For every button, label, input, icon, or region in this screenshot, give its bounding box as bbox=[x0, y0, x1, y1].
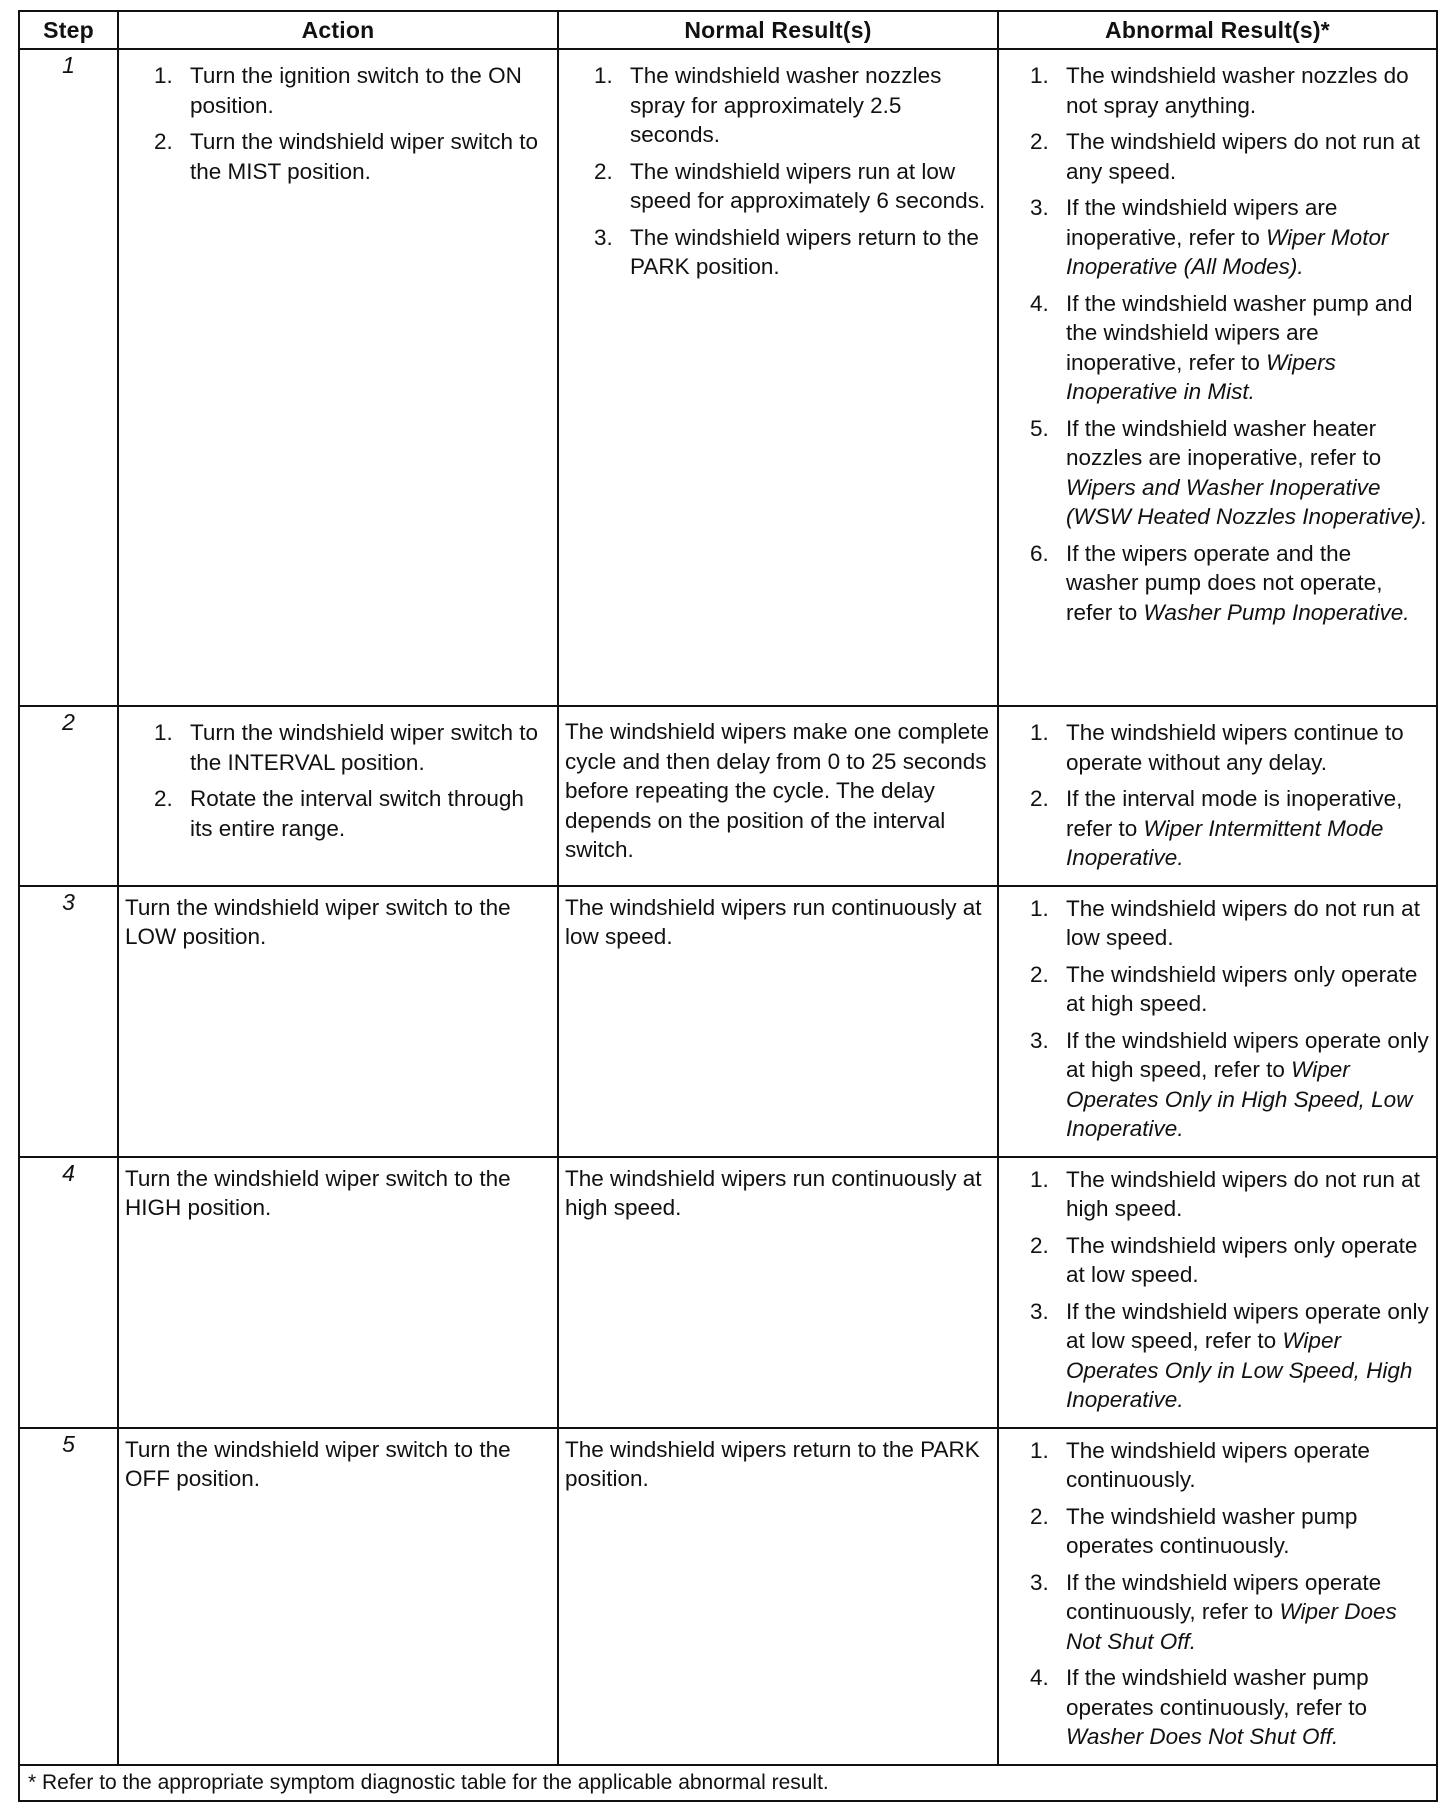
list-item: 4. If the windshield washer pump and the windshield wipers are inoperative, refer to Wipers Inoperative in Mist. bbox=[1030, 290, 1413, 404]
abnormal-result-cell bbox=[998, 49, 1437, 706]
abnormal-result-cell bbox=[998, 706, 1437, 886]
reference-link: Wipers and Washer Inoperative (WSW Heated Nozzles Inoperative). bbox=[1066, 474, 1428, 529]
reference-link: Wipers Inoperative in Mist. bbox=[1066, 349, 1336, 404]
diagnostic-table bbox=[18, 10, 1438, 1802]
header-step: Step bbox=[19, 11, 118, 49]
list-item: 1. Turn the ignition switch to the ON position. bbox=[154, 63, 522, 118]
normal-result-cell: The windshield wipers return to the PARK position. bbox=[558, 1428, 998, 1765]
list-item: 2. The windshield wipers only operate at high speed. bbox=[1030, 961, 1418, 1016]
header-row bbox=[19, 11, 1437, 49]
list-item: 5. If the windshield washer heater nozzles are inoperative, refer to Wipers and Washer Inoperative (WSW Heated Nozzles Inoperative). bbox=[1030, 415, 1428, 529]
step-number: 1 bbox=[19, 49, 118, 706]
abnormal-result-cell bbox=[998, 886, 1437, 1157]
list-item: 1. The windshield wipers operate continuously. bbox=[1030, 1437, 1370, 1492]
step-number: 2 bbox=[19, 706, 118, 886]
normal-result-cell bbox=[558, 49, 998, 706]
reference-link: Wiper Motor Inoperative (All Modes). bbox=[1066, 224, 1389, 279]
header-abnormal-results: Abnormal Result(s)* bbox=[998, 11, 1437, 49]
list-item: 3. If the windshield wipers operate only at low speed, refer to Wiper Operates Only in Low Speed, High Inoperative. bbox=[1030, 1298, 1429, 1412]
list-item: 3. If the windshield wipers operate continuously, refer to Wiper Does Not Shut Off. bbox=[1030, 1569, 1397, 1654]
list-item: 1. The windshield wipers do not run at low speed. bbox=[1030, 895, 1420, 950]
normal-result-cell: The windshield wipers run continuously at low speed. bbox=[558, 886, 998, 1157]
reference-link: Wiper Operates Only in Low Speed, High Inoperative. bbox=[1066, 1328, 1413, 1412]
list-item: 2. The windshield wipers do not run at any speed. bbox=[1030, 129, 1420, 184]
table-row bbox=[19, 49, 1437, 706]
table-row bbox=[19, 706, 1437, 886]
list-item: 1. The windshield wipers do not run at high speed. bbox=[1030, 1166, 1420, 1221]
list-item: 6. If the wipers operate and the washer pump does not operate, refer to Washer Pump Inoperative. bbox=[1030, 540, 1410, 625]
list-item: 2. Turn the windshield wiper switch to the MIST position. bbox=[154, 129, 539, 184]
table-row bbox=[19, 886, 1437, 1157]
list-item: 2. Rotate the interval switch through its entire range. bbox=[154, 786, 524, 841]
reference-link: Wiper Does Not Shut Off. bbox=[1066, 1599, 1397, 1654]
reference-link: Wiper Intermittent Mode Inoperative. bbox=[1066, 815, 1384, 870]
action-cell: Turn the windshield wiper switch to the LOW position. bbox=[118, 886, 558, 1157]
list-item: 3. If the windshield wipers are inoperative, refer to Wiper Motor Inoperative (All Modes). bbox=[1030, 195, 1389, 279]
footnote: * Refer to the appropriate symptom diagnostic table for the applicable abnormal result. bbox=[19, 1765, 1437, 1801]
abnormal-result-cell bbox=[998, 1157, 1437, 1428]
normal-result-cell: The windshield wipers run continuously at high speed. bbox=[558, 1157, 998, 1428]
normal-result-cell: The windshield wipers make one complete cycle and then delay from 0 to 25 seconds before repeating the cycle. The delay depends on the position of the interval switch. bbox=[558, 706, 998, 886]
list-item: 1. Turn the windshield wiper switch to the INTERVAL position. bbox=[154, 720, 539, 775]
action-cell: Turn the windshield wiper switch to the HIGH position. bbox=[118, 1157, 558, 1428]
list-item: 2. If the interval mode is inoperative, refer to Wiper Intermittent Mode Inoperative. bbox=[1030, 786, 1403, 870]
step-number: 5 bbox=[19, 1428, 118, 1765]
table-row bbox=[19, 1428, 1437, 1765]
header-normal-results: Normal Result(s) bbox=[558, 11, 998, 49]
header-action: Action bbox=[118, 11, 558, 49]
list-item: 3. The windshield wipers return to the PARK position. bbox=[594, 224, 979, 279]
abnormal-result-cell bbox=[998, 1428, 1437, 1765]
action-cell: Turn the windshield wiper switch to the OFF position. bbox=[118, 1428, 558, 1765]
list-item: 3. If the windshield wipers operate only at high speed, refer to Wiper Operates Only in High Speed, Low Inoperative. bbox=[1030, 1027, 1429, 1141]
list-item: 2. The windshield washer pump operates continuously. bbox=[1030, 1503, 1358, 1558]
list-item: 4. If the windshield washer pump operates continuously, refer to Washer Does Not Shut Off. bbox=[1030, 1665, 1369, 1749]
list-item: 2. The windshield wipers only operate at low speed. bbox=[1030, 1232, 1418, 1287]
step-number: 4 bbox=[19, 1157, 118, 1428]
reference-link: Wiper Operates Only in High Speed, Low Inoperative. bbox=[1066, 1057, 1413, 1141]
footnote-row bbox=[19, 1765, 1437, 1801]
step-number: 3 bbox=[19, 886, 118, 1157]
list-item: 1. The windshield washer nozzles do not spray anything. bbox=[1030, 63, 1409, 118]
reference-link: Washer Pump Inoperative. bbox=[1143, 599, 1410, 625]
action-cell bbox=[118, 49, 558, 706]
list-item: 2. The windshield wipers run at low speed for approximately 6 seconds. bbox=[594, 158, 986, 213]
action-cell bbox=[118, 706, 558, 886]
table-row bbox=[19, 1157, 1437, 1428]
reference-link: Washer Does Not Shut Off. bbox=[1066, 1724, 1339, 1749]
list-item: 1. The windshield washer nozzles spray for approximately 2.5 seconds. bbox=[594, 63, 942, 147]
list-item: 1. The windshield wipers continue to operate without any delay. bbox=[1030, 720, 1404, 775]
